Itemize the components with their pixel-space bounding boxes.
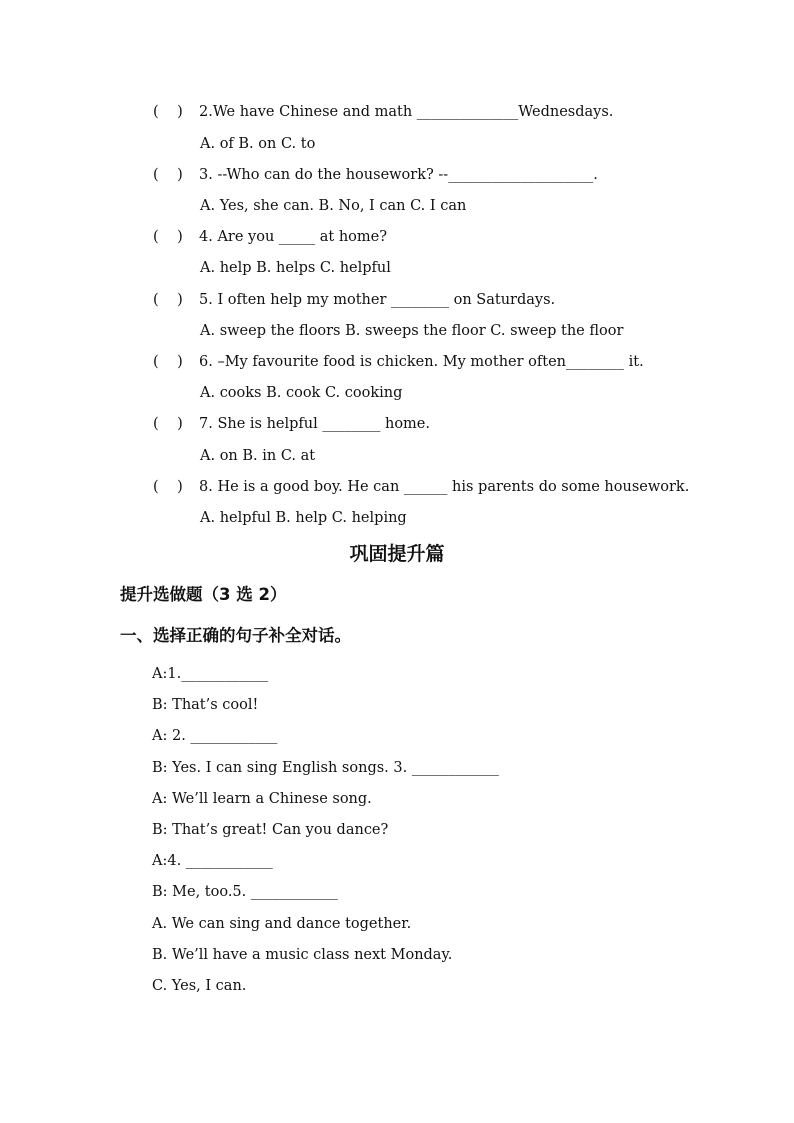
question-text: 6. –My favourite food is chicken. My mother often________ it. [199, 354, 644, 370]
answer-paren[interactable]: ( ) [153, 479, 183, 495]
choice-a: A. We can sing and dance together. [152, 916, 412, 932]
part-title: 一、选择正确的句子补全对话。 [120, 626, 351, 645]
question-text: 8. He is a good boy. He can ______ his parents do some housework. [199, 479, 690, 495]
dialogue-line: B: That’s great! Can you dance? [152, 822, 389, 838]
answer-paren[interactable]: ( ) [153, 416, 183, 432]
question-text: 3. --Who can do the housework? --____________________. [199, 167, 598, 183]
subsection-title: 提升选做题（3 选 2） [120, 585, 287, 604]
question-2-options: A. of B. on C. to [200, 136, 316, 152]
choice-b: B. We’ll have a music class next Monday. [152, 947, 453, 963]
question-4 [153, 228, 387, 246]
question-8 [153, 478, 689, 496]
question-text: 4. Are you _____ at home? [199, 229, 388, 245]
question-text: 5. I often help my mother ________ on Saturdays. [199, 292, 556, 308]
answer-paren[interactable]: ( ) [153, 354, 183, 370]
section-title: 巩固提升篇 [349, 543, 445, 565]
answer-paren[interactable]: ( ) [153, 229, 183, 245]
question-6 [153, 353, 644, 371]
dialogue-line: A: 2. ____________ [152, 728, 278, 744]
question-text: 7. She is helpful ________ home. [199, 416, 431, 432]
question-3 [153, 166, 598, 184]
question-2 [153, 103, 613, 121]
question-text: 2.We have Chinese and math ______________Wednesdays. [199, 104, 614, 120]
question-6-options: A. cooks B. cook C. cooking [200, 385, 403, 401]
question-8-options: A. helpful B. help C. helping [200, 510, 407, 526]
question-7 [153, 415, 430, 433]
question-3-options: A. Yes, she can. B. No, I can C. I can [200, 198, 467, 214]
question-7-options: A. on B. in C. at [200, 448, 316, 464]
answer-paren[interactable]: ( ) [153, 167, 183, 183]
question-5 [153, 291, 555, 309]
answer-paren[interactable]: ( ) [153, 104, 183, 120]
question-5-options: A. sweep the floors B. sweeps the floor C. sweep the floor [200, 323, 624, 339]
choice-c: C. Yes, I can. [152, 978, 247, 994]
dialogue-line: A:4. ____________ [152, 853, 273, 869]
question-4-options: A. help B. helps C. helpful [200, 260, 391, 276]
dialogue-line: B: That’s cool! [152, 697, 259, 713]
dialogue-line: A:1.____________ [152, 666, 269, 682]
dialogue-line: B: Yes. I can sing English songs. 3. ____________ [152, 760, 499, 776]
dialogue-line: A: We’ll learn a Chinese song. [152, 791, 372, 807]
dialogue-line: B: Me, too.5. ____________ [152, 884, 338, 900]
answer-paren[interactable]: ( ) [153, 292, 183, 308]
